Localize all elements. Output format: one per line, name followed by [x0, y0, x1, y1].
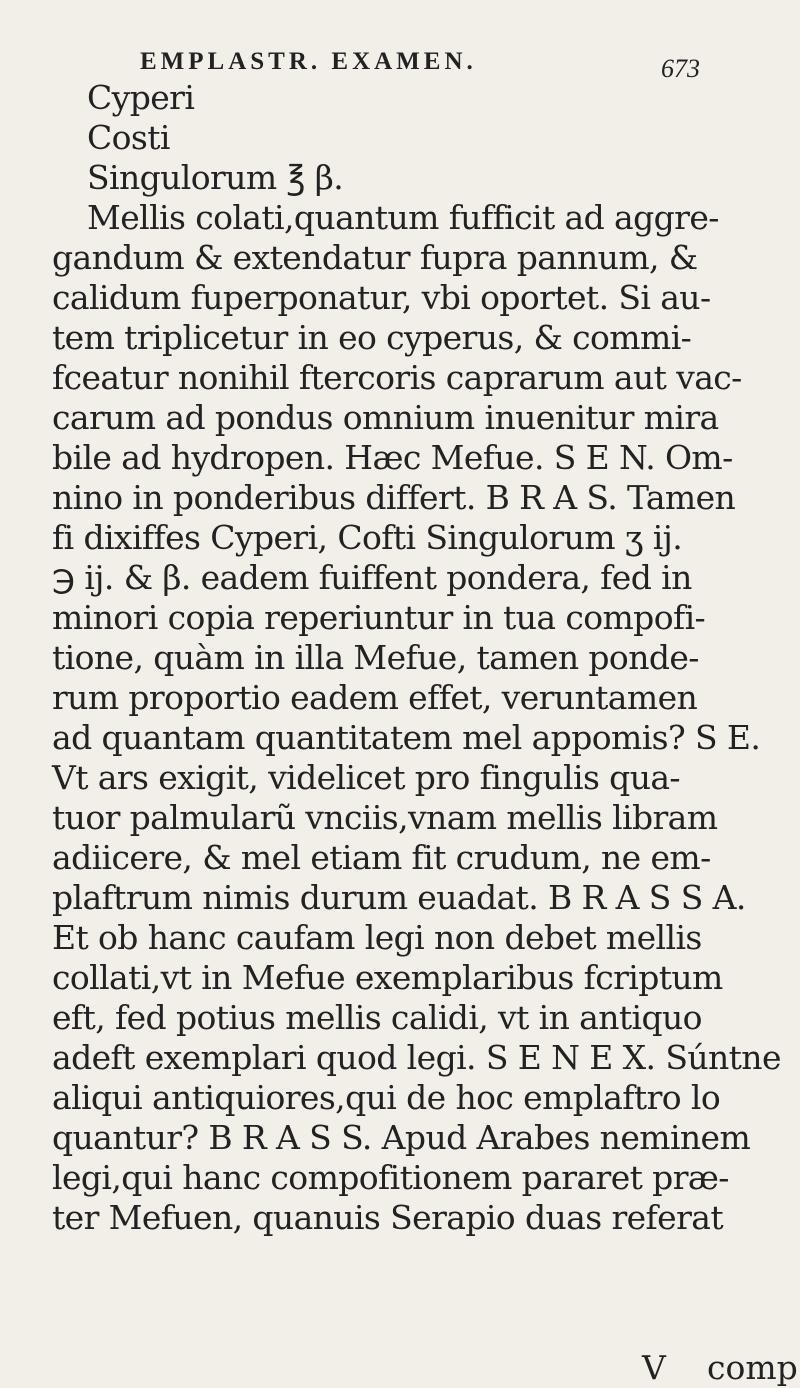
text-line: ℈ ij. & β. eadem fuiffent pondera, fed in: [52, 558, 692, 597]
text-line: quantur? B R A S S. Apud Arabes neminem: [52, 1118, 751, 1157]
text-line: bile ad hydropen. Hæc Mefue. S E N. Om-: [52, 438, 733, 477]
text-line: ter Mefuen, quanuis Serapio duas referat: [52, 1198, 723, 1237]
text-line: fi dixiffes Cyperi, Cofti Singulorum ʒ ij.: [52, 518, 683, 557]
text-line: Singulorum ℥ β.: [87, 158, 344, 197]
text-line: ad quantam quantitatem mel appomis? S E.: [52, 718, 761, 757]
text-line: gandum & extendatur fupra pannum, &: [52, 238, 698, 277]
text-line: carum ad pondus omnium inuenitur mira: [52, 398, 719, 437]
text-line: Et ob hanc caufam legi non debet mellis: [52, 918, 702, 957]
text-line: Cyperi: [87, 78, 195, 117]
text-line: adeft exemplari quod legi. S E N E X. Súntne: [52, 1038, 781, 1077]
text-line: plaftrum nimis durum euadat. B R A S S A.: [52, 878, 746, 917]
text-line: eft, fed potius mellis calidi, vt in antiquo: [52, 998, 702, 1037]
text-line: rum proportio eadem effet, veruntamen: [52, 678, 698, 717]
text-line: Costi: [87, 118, 170, 157]
text-line: tem triplicetur in eo cyperus, & commi-: [52, 318, 692, 357]
text-line: minori copia reperiuntur in tua compofi-: [52, 598, 706, 637]
page-footer: [52, 1348, 798, 1388]
text-line: legi,qui hanc compofitionem pararet præ-: [52, 1158, 729, 1197]
body-text: [52, 78, 798, 1387]
text-line: fceatur nonihil ftercoris caprarum aut vac-: [52, 358, 742, 397]
text-line: Mellis colati,quantum fufficit ad aggre-: [87, 198, 719, 237]
text-line: aliqui antiquiores,qui de hoc emplaftro lo: [52, 1078, 721, 1117]
text-line: nino in ponderibus differt. B R A S. Tamen: [52, 478, 736, 517]
text-line: calidum fuperponatur, vbi oportet. Si au-: [52, 278, 711, 317]
page-number: 673: [661, 54, 700, 83]
text-line: collati,vt in Mefue exemplaribus fcriptum: [52, 958, 723, 997]
text-line: adiicere, & mel etiam fit crudum, ne em-: [52, 838, 711, 877]
signature-mark: V: [642, 1348, 666, 1387]
catchword: comp: [707, 1348, 798, 1387]
text-line: Vt ars exigit, videlicet pro fingulis qua-: [52, 758, 680, 797]
running-head: EMPLASTR. EXAMEN.: [140, 48, 477, 75]
text-line: tione, quàm in illa Mefue, tamen ponde-: [52, 638, 699, 677]
text-line: tuor palmularũ vnciis,vnam mellis libram: [52, 798, 718, 837]
